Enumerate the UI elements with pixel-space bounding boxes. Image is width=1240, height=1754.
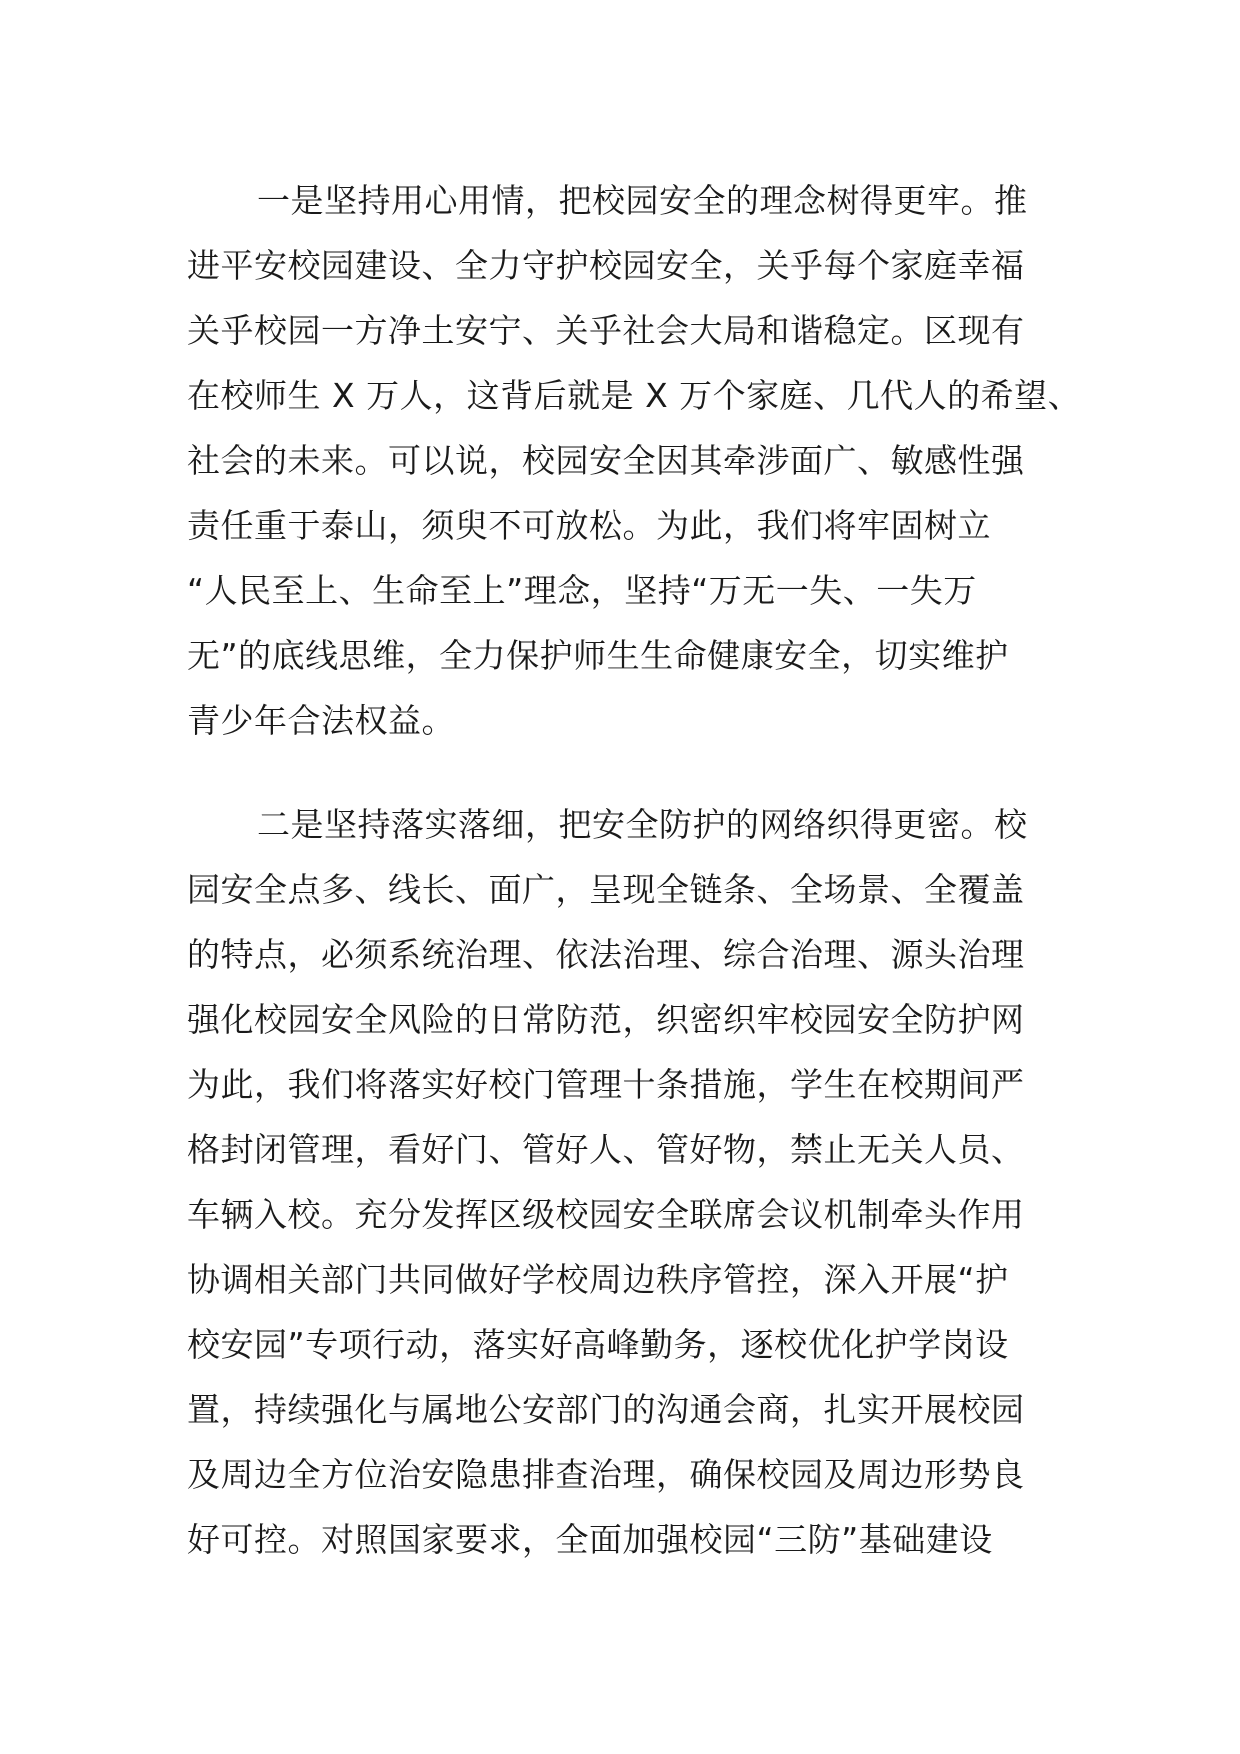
paragraph-line: 园安全点多、线长、面广，呈现全链条、全场景、全覆盖: [187, 870, 1025, 909]
paragraph-campus-safety-concept: [187, 168, 1082, 753]
paragraph-line: 进平安校园建设、全力守护校园安全，关乎每个家庭幸福: [187, 246, 1025, 285]
paragraph-line: 协调相关部门共同做好学校周边秩序管控，深入开展“护: [187, 1260, 1009, 1299]
paragraph-line: 及周边全方位治安隐患排查治理，确保校园及周边形势良: [187, 1455, 1025, 1494]
paragraph-line: 格封闭管理，看好门、管好人、管好物，禁止无关人员、: [187, 1130, 1025, 1169]
paragraph-line: 社会的未来。可以说，校园安全因其牵涉面广、敏感性强: [187, 441, 1025, 480]
paragraph-line: 关乎校园一方净土安宁、关乎社会大局和谐稳定。区现有: [187, 311, 1025, 350]
paragraph-line: 车辆入校。充分发挥区级校园安全联席会议机制牵头作用: [187, 1195, 1025, 1234]
paragraph-line: 置，持续强化与属地公安部门的沟通会商，扎实开展校园: [187, 1390, 1025, 1429]
paragraph-line: 的特点，必须系统治理、依法治理、综合治理、源头治理: [187, 935, 1025, 974]
paragraph-line: 在校师生 X 万人，这背后就是 X 万个家庭、几代人的希望、: [187, 376, 1082, 415]
paragraph-line: 无”的底线思维，全力保护师生生命健康安全，切实维护: [187, 636, 1009, 675]
paragraph-line: 二是坚持落实落细，把安全防护的网络织得更密。校: [257, 805, 1028, 844]
paragraph-line: 青少年合法权益。: [187, 701, 455, 740]
paragraph-line: 校安园”专项行动，落实好高峰勤务，逐校优化护学岗设: [187, 1325, 1009, 1364]
paragraph-line: “人民至上、生命至上”理念，坚持“万无一失、一失万: [187, 571, 977, 610]
paragraph-line: 为此，我们将落实好校门管理十条措施，学生在校期间严: [187, 1065, 1025, 1104]
paragraph-line: 好可控。对照国家要求，全面加强校园“三防”基础建设: [187, 1520, 993, 1559]
paragraph-line: 责任重于泰山，须臾不可放松。为此，我们将牢固树立: [187, 506, 991, 545]
paragraph-line: 一是坚持用心用情，把校园安全的理念树得更牢。推: [257, 181, 1028, 220]
paragraph-line: 强化校园安全风险的日常防范，织密织牢校园安全防护网: [187, 1000, 1025, 1039]
paragraph-safety-protection-network: [187, 792, 1067, 1572]
